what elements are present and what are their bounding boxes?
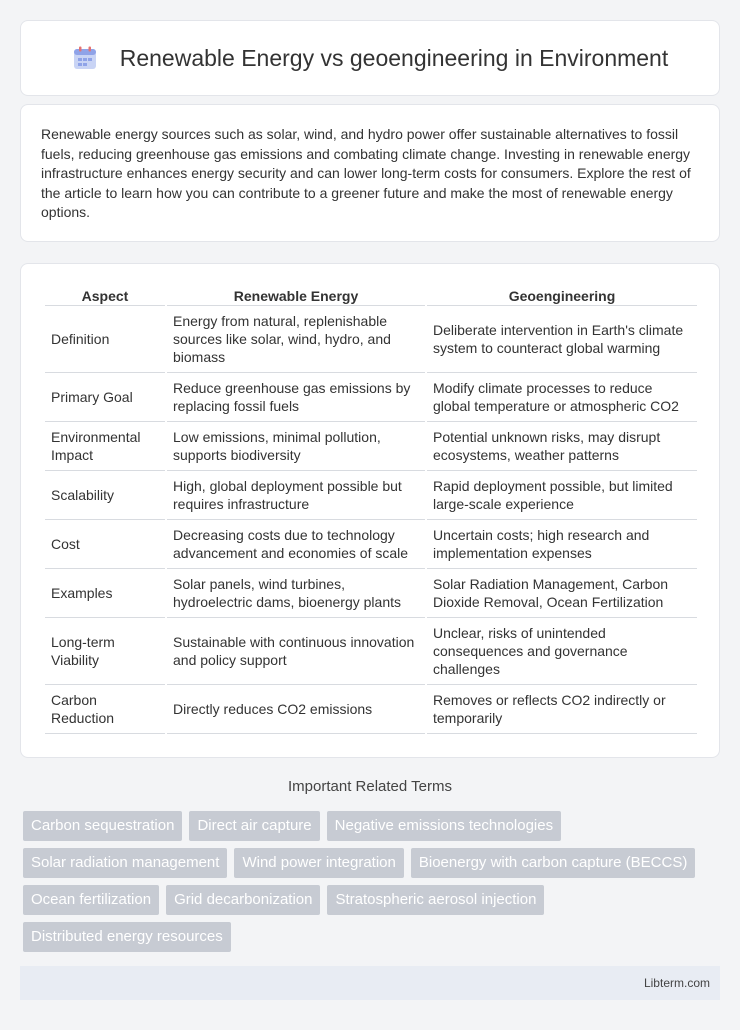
- table-row: [45, 569, 697, 618]
- related-term-tag[interactable]: Bioenergy with carbon capture (BECCS): [411, 848, 695, 878]
- comparison-table-card: [20, 263, 720, 758]
- cell-geoengineering: Rapid deployment possible, but limited large-scale experience: [427, 471, 697, 520]
- related-terms-title: Important Related Terms: [288, 778, 452, 795]
- cell-aspect: Examples: [45, 569, 165, 618]
- cell-aspect: Environmental Impact: [45, 422, 165, 471]
- cell-geoengineering: Uncertain costs; high research and implementation expenses: [427, 520, 697, 569]
- table-row: [45, 685, 697, 734]
- related-term-tag[interactable]: Grid decarbonization: [166, 885, 320, 915]
- cell-geoengineering: Modify climate processes to reduce global temperature or atmospheric CO2: [427, 373, 697, 422]
- footer: [20, 966, 720, 1000]
- related-term-tag[interactable]: Solar radiation management: [23, 848, 227, 878]
- cell-geoengineering: Deliberate intervention in Earth's climate system to counteract global warming: [427, 306, 697, 373]
- table-row: [45, 306, 697, 373]
- related-term-tag[interactable]: Distributed energy resources: [23, 922, 231, 952]
- cell-aspect: Carbon Reduction: [45, 685, 165, 734]
- intro-card: [20, 104, 720, 242]
- related-term-tag[interactable]: Stratospheric aerosol injection: [327, 885, 544, 915]
- related-term-tag[interactable]: Negative emissions technologies: [327, 811, 561, 841]
- cell-renewable: Sustainable with continuous innovation and policy support: [167, 618, 425, 685]
- related-term-tag[interactable]: Direct air capture: [189, 811, 319, 841]
- header-geoengineering: Geoengineering: [427, 284, 697, 306]
- related-term-tag[interactable]: Carbon sequestration: [23, 811, 182, 841]
- table-row: [45, 422, 697, 471]
- cell-aspect: Long-term Viability: [45, 618, 165, 685]
- cell-renewable: High, global deployment possible but requires infrastructure: [167, 471, 425, 520]
- header-renewable: Renewable Energy: [167, 284, 425, 306]
- table-row: [45, 520, 697, 569]
- cell-renewable: Energy from natural, replenishable sources like solar, wind, hydro, and biomass: [167, 306, 425, 373]
- cell-geoengineering: Removes or reflects CO2 indirectly or temporarily: [427, 685, 697, 734]
- cell-renewable: Reduce greenhouse gas emissions by replacing fossil fuels: [167, 373, 425, 422]
- related-terms-list: [23, 811, 723, 959]
- intro-paragraph: Renewable energy sources such as solar, wind, and hydro power offer sustainable alternatives to fossil fuels, reducing greenhouse gas emissions and combating climate change. Investing in renewable energy infrastructure enhances energy security and can lower long-term costs for consumers. Explore the rest of the article to learn how you can contribute to a greener future and make the most of renewable energy options.: [41, 126, 691, 220]
- table-row: [45, 373, 697, 422]
- cell-geoengineering: Potential unknown risks, may disrupt ecosystems, weather patterns: [427, 422, 697, 471]
- cell-aspect: Scalability: [45, 471, 165, 520]
- cell-aspect: Cost: [45, 520, 165, 569]
- table-row: [45, 618, 697, 685]
- cell-geoengineering: Unclear, risks of unintended consequences and governance challenges: [427, 618, 697, 685]
- cell-renewable: Decreasing costs due to technology advancement and economies of scale: [167, 520, 425, 569]
- comparison-table: [43, 284, 699, 734]
- cell-aspect: Definition: [45, 306, 165, 373]
- header-card: [20, 20, 720, 96]
- related-term-tag[interactable]: Ocean fertilization: [23, 885, 159, 915]
- calendar-icon: [72, 45, 98, 71]
- table-row: [45, 471, 697, 520]
- related-term-tag[interactable]: Wind power integration: [234, 848, 403, 878]
- page-title: Renewable Energy vs geoengineering in Environment: [119, 44, 669, 71]
- cell-renewable: Low emissions, minimal pollution, supports biodiversity: [167, 422, 425, 471]
- cell-aspect: Primary Goal: [45, 373, 165, 422]
- cell-geoengineering: Solar Radiation Management, Carbon Dioxide Removal, Ocean Fertilization: [427, 569, 697, 618]
- cell-renewable: Solar panels, wind turbines, hydroelectric dams, bioenergy plants: [167, 569, 425, 618]
- table-header-row: [45, 284, 697, 306]
- cell-renewable: Directly reduces CO2 emissions: [167, 685, 425, 734]
- header-aspect: Aspect: [45, 284, 165, 306]
- footer-site-link[interactable]: Libterm.com: [643, 976, 710, 990]
